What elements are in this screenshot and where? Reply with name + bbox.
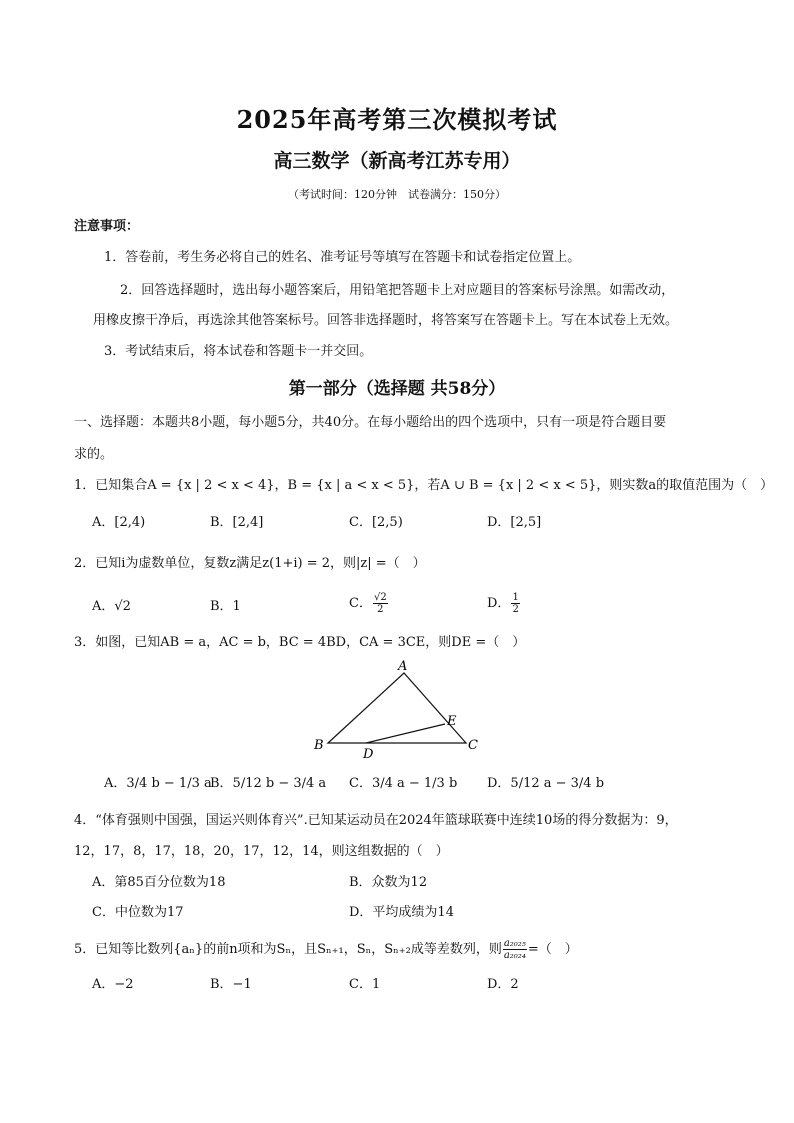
q5-option-b: B．−1 [210, 977, 252, 992]
q1-stem: 1．已知集合A = {x | 2 < x < 4}，B = {x | a < x < 5}，若A ∪ B = {x | 2 < x < 5}，则实数a的取值范围为（ ） [74, 478, 774, 493]
section-instruction-a: 一、选择题：本题共8小题，每小题5分，共40分。在每小题给出的四个选项中，只有一项是符合题目要 [74, 415, 667, 430]
q2-option-d-fraction [511, 592, 519, 615]
q3-label-c: C [468, 738, 478, 753]
q5-stem-post: =（ ） [527, 942, 578, 957]
q3-label-e: E [447, 714, 457, 729]
q2-option-c-denominator: 2 [377, 604, 384, 615]
q1-option-d: D．[2,5] [487, 515, 542, 530]
exam-title: 2025年高考第三次模拟考试 [236, 105, 558, 134]
q2-option-c [349, 592, 389, 615]
q2-option-c-fraction [373, 592, 388, 615]
q3-option-d: D．5/12 a − 3/4 b [487, 776, 605, 791]
note-2b: 用橡皮擦干净后，再选涂其他答案标号。回答非选择题时，将答案写在答题卡上。写在本试卷上无效。 [93, 313, 679, 328]
section-instruction-b: 求的。 [74, 447, 114, 462]
q3-label-d: D [363, 747, 374, 762]
q2-option-d-denominator: 2 [512, 604, 519, 615]
section-title: 第一部分（选择题 共58分） [288, 379, 506, 399]
q2-option-a: A．√2 [92, 599, 131, 614]
q5-option-a: A．−2 [92, 977, 134, 992]
q4-option-b: B．众数为12 [349, 875, 428, 890]
q4-option-d: D．平均成绩为14 [349, 905, 454, 920]
q2-stem: 2．已知i为虚数单位，复数z满足z(1+i) = 2，则|z| =（ ） [74, 556, 426, 571]
q3-option-a: A．3/4 b − 1/3 a [104, 776, 212, 791]
q5-option-c: C．1 [349, 977, 381, 992]
q3-triangle-abc [328, 673, 466, 743]
q5-stem [74, 938, 578, 961]
q3-label-b: B [314, 738, 324, 753]
q3-triangle-figure [300, 655, 500, 765]
q5-numerator: a₂₀₂₅ [503, 938, 526, 949]
q4-option-c: C．中位数为17 [92, 905, 184, 920]
exam-info: （考试时间：120分钟 试卷满分：150分） [288, 188, 506, 201]
exam-subtitle: 高三数学（新高考江苏专用） [273, 150, 521, 172]
q5-option-d: D．2 [487, 977, 519, 992]
notes-heading: 注意事项： [74, 219, 140, 234]
q2-option-d-label: D． [487, 596, 511, 611]
q4-option-a: A．第85百分位数为18 [92, 875, 226, 890]
q5-stem-pre: 5．已知等比数列{aₙ}的前n项和为Sₙ，且Sₙ₊₁，Sₙ，Sₙ₊₂成等差数列，则 [74, 942, 502, 957]
q1-option-a: A．[2,4) [92, 515, 146, 530]
q4-stem-b: 12，17，8，17，18，20，17，12，14，则这组数据的（ ） [74, 844, 449, 859]
q3-option-c: C．3/4 a − 1/3 b [349, 776, 458, 791]
q4-stem-a: 4．“体育强则中国强，国运兴则体育兴”.已知某运动员在2024年篮球联赛中连续10场的得分数据为：9， [74, 813, 678, 828]
q3-option-b: B．5/12 b − 3/4 a [210, 776, 327, 791]
q2-option-c-label: C． [349, 596, 372, 611]
note-1: 1．答卷前，考生务必将自己的姓名、准考证号等填写在答题卡和试卷指定位置上。 [104, 250, 581, 265]
q5-fraction [503, 938, 527, 961]
q3-stem: 3．如图，已知AB = a，AC = b，BC = 4BD，CA = 3CE，则DE =（ ） [74, 635, 526, 650]
q2-option-d-numerator: 1 [512, 592, 519, 603]
q3-label-a: A [398, 659, 408, 674]
note-3: 3．考试结束后，将本试卷和答题卡一并交回。 [104, 344, 373, 359]
q2-option-b: B．1 [210, 599, 241, 614]
q1-option-b: B．[2,4] [210, 515, 264, 530]
q3-segment-de [366, 724, 445, 743]
q2-option-d [487, 592, 521, 615]
q2-option-c-numerator: √2 [373, 592, 387, 603]
note-2a: 2．回答选择题时，选出每小题答案后，用铅笔把答题卡上对应题目的答案标号涂黑。如需改动， [120, 283, 675, 298]
q1-option-c: C．[2,5) [349, 515, 403, 530]
q5-denominator: a₂₀₂₄ [503, 950, 526, 961]
